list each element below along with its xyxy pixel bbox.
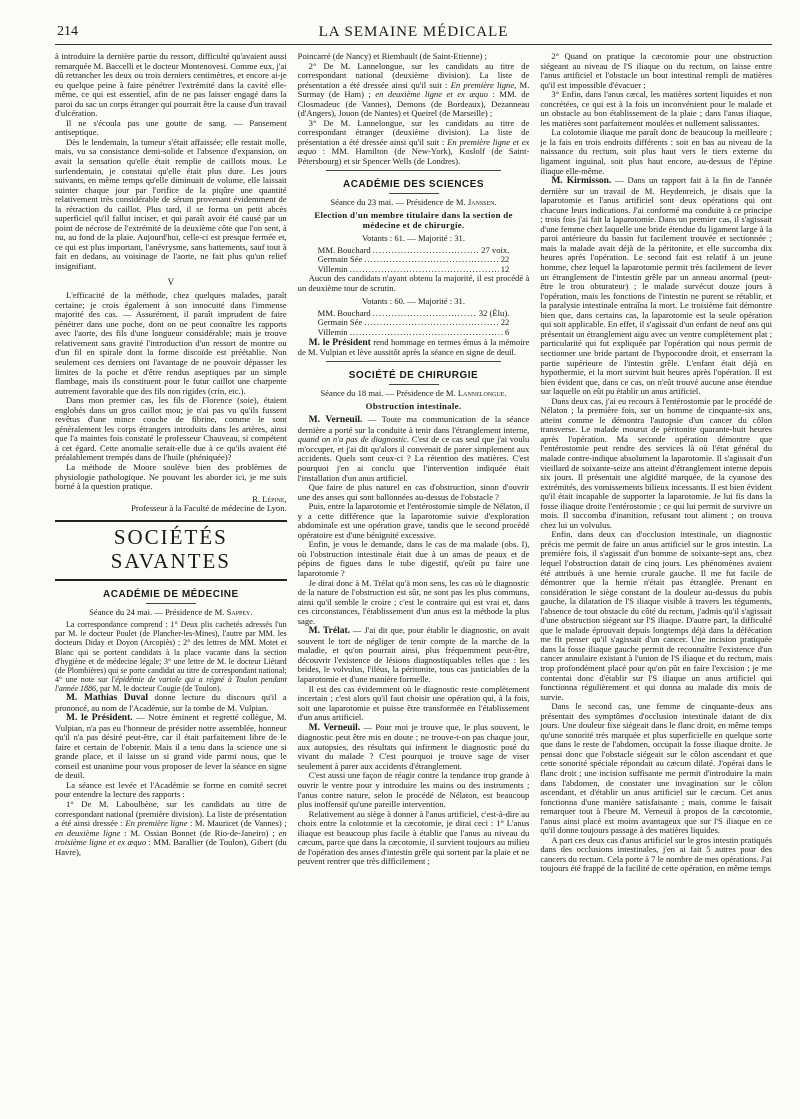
session-line — [298, 198, 530, 208]
text-run: La correspondance comprend : 1° Deux plis cachetés adressés l'un par M. le docteur Poulet (de Plancher-les-Mines), l'autre par MM. les docteurs Diday et Doyon (Arcopiès) ; 2° des lettres de MM. Motet et Blanc qui se portent candidats à la place vacante dans la section d'hygiène et de médecine légale; 3° une lettre de M. le docteur Liétard (de Plombières) qui se porte candidat au titre de correspondant national; 4° une note sur — [55, 620, 287, 684]
speaker-name: M. Verneuil. — [308, 722, 361, 733]
vote-summary: Votants : 60. — Majorité : 31. — [362, 296, 465, 307]
vote-count: 27 voix. — [481, 244, 510, 255]
divider — [326, 170, 502, 171]
italic-run: En première ligne et ex æquo — [297, 136, 530, 157]
journal-title: LA SEMAINE MÉDICALE — [318, 24, 509, 40]
divider — [389, 384, 439, 385]
divider — [146, 603, 196, 604]
paragraph: Dans le second cas, une femme de cinquante-deux ans présentait des symptômes d'occlusion intestinale datant de dix jours. Une douleur fixe siégeait dans le flanc droit, en même temps qu'une sonorité très marquée et plus superficielle en quelque sorte que dans le reste de l'abdomen, occupait la fosse iliaque droite. Je pensai donc que l'obstacle siégeait sur le côlon ascendant et que cette sonorité spéciale répondait au cæcum dilaté. J'opérai dans le flanc droit ; une incision suffisante me permit d'introduire la main dans l'abdomen, de constater une invagination sur le côlon ascendant, et d'établir un anus artificiel sur le cæcum. Cet anus fonctionna d'une manière satisfaisante ; mais, comme le faisait remarquer tout à l'heure M. Verneuil à propos de la cæcotomie, l'anus ainsi placé est moins avantageux que sur l'S iliaque en ce qu'il donne toujours passage à des matières liquides. — [540, 701, 773, 836]
column-2 — [298, 52, 530, 1113]
text-run: , par M. le docteur Cougie (de Toulon). — [96, 683, 222, 693]
candidate-name: MM. Bouchard ..... — [318, 309, 477, 319]
paragraph: Que faire de plus naturel en cas d'obstruction, sinon d'ouvrir une des anses qui sont ballonnées au-dessus de l'obstacle ? — [297, 482, 530, 502]
speaker-name: M. le Président — [308, 337, 371, 348]
section-numeral: V — [167, 276, 175, 287]
topic-heading: Obstruction intestinale. — [365, 401, 462, 412]
paragraph: 3° Enfin, dans l'anus cæcal, les matières sortent liquides et non concrétées, ce qui est à la fois un inconvénient pour le malade et un obstacle au bon établissement de la plaie ; dans l'anus iliaque, les matières sont parfaitement moulées et nullement salissantes. — [540, 89, 773, 128]
paragraph: La séance est levée et l'Académie se forme en comité secret pour entendre la lecture des rapports : — [55, 779, 287, 800]
text-run: : M. Ossian Bonnet (de Rio-de-Janeiro) ; — [120, 827, 279, 838]
vote-summary: Votants : 61. — Majorité : 31. — [362, 233, 465, 244]
session-text: Séance du 24 mai. — Présidence de M. — [89, 606, 227, 617]
president-name: Sappey — [226, 606, 251, 617]
paragraph: A part ces deux cas d'anus artificiel sur le gros intestin pratiqués dans des occlusions intestinales, j'en ai fait 5 autres pour des cancers du rectum. Cela porte à 7 le nombre de mes opérations. J'ai toujours été frappé de la facilité de cette opération, en même temps — [540, 834, 773, 874]
vote-row — [298, 265, 530, 275]
text-run: C'est de ce cas seul que j'ai voulu m'occuper, et j'ai dit qu'alors il convenait de parer simplement aux accidents. Quels sont ceux-ci ? La rétention des matières. C'est pourquoi j'en ai conclu que l'intervention indiquée était l'installation d'un anus artificiel. — [297, 434, 530, 483]
paragraph: La colotomie iliaque me paraît donc de beaucoup la meilleure ; je la fais en trois endroits différents : soit en bas au niveau de la naissance du rectum, soit plus haut vers le tiers externe du ligament inguinal, soit plus haut encore, au-dessus de l'épine iliaque elle-même. — [540, 127, 773, 176]
candidate-name: MM. Bouchard ..... — [318, 246, 480, 256]
paragraph: Dans deux cas, j'ai eu recours à l'entérostomie par le procédé de Nélaton ; la première fois, sur un homme de cinquante-six ans, atteint comme le démontra l'autopsie d'un cancer du côlon transverse. Le malade mourut de péritonite quarante-huit heures après l'opération. Ma seconde opération démontre que l'entérostomie peut rendre des services là où l'état général du malade contre-indique absolument la laparotomie. Il s'agissait d'un vieillard de soixante-seize ans atteint d'étranglement interne depuis six jours. Il présentait une algidité marquée, de la cyanose des extrémités, des vomissements bilieux incessants. Il est bien évident qu'il était incapable de supporter la laparotomie. Je lui fis dans la fosse iliaque droite l'entérostomie ; ce qui lui permit de survivre un mois. Il succomba d'inanition, refusant tout aliment ; on trouva chez lui un volvulus. — [540, 395, 773, 530]
paragraph: L'efficacité de la méthode, chez quelques malades, paraît certaine; je crois également à son innocuité dans l'immense majorité des cas. — Assurément, il paraît imprudent de faire pénétrer dans une poche, dont on ne peut connaître les rapports avec l'aorte, des fils d'une longueur considérable; mais je trouve relativement sans gravité l'introduction d'un ressort de montre ou d'un fil en spirale dont la forme discoïde est préétablie. Non seulement ces derniers ont l'avantage de ne pouvoir dépasser les limites de la poche et d'être rendus aseptiques par un simple flambage, mais ils constituent pour le futur caillot une charpente autrement favorable que des fils non rigides (crin, etc.). — [55, 290, 287, 396]
text-run: donne lecture du discours qu'il a prononcé, au nom de l'Académie, sur la tombe de M. Vulpian. — [55, 692, 287, 713]
article-columns — [55, 52, 772, 1113]
president-name: Lannelongue — [457, 387, 505, 398]
text-run: : MM. de Closmadeuc (de Vannes), Demons (de Bordeaux), Dezanneau (d'Angers), Jouon (de Nantes) et Queirel (de Marseille) ; — [297, 89, 530, 119]
session-text: Séance du 18 mai. — Présidence de M. — [320, 387, 458, 398]
society-heading: SOCIÉTÉ DE CHIRURGIE — [348, 369, 479, 381]
text-run: 2° De M. Lannelongue, sur les candidats au titre de correspondant national (deuxième division). La liste de présentation a été dressée ainsi qu'il suit : — [297, 60, 530, 90]
candidate-name: Germain Sée ..... — [318, 255, 499, 265]
vote-count: 22 — [500, 317, 510, 328]
page-number: 214 — [57, 24, 78, 39]
paragraph: Il est des cas évidemment où le diagnostic reste complètement incertain ; c'est alors qu'il faut choisir une opération qui, à la fois, soit une laparotomie et puisse être transformée en l'établissement d'un anus artificiel. — [297, 683, 530, 723]
paragraph: Je dirai donc à M. Trélat qu'à mon sens, les cas où le diagnostic de la nature de l'obstruction est sûr, ne sont pas les plus communs, ainsi qu'il semble le croire ; c'est le contraire qui est vrai et, dans ces circonstances, l'établissement d'un anus est la méthode la plus sage. — [297, 577, 530, 626]
paragraph — [298, 626, 530, 684]
text-run: rend hommage en termes émus à la mémoire de M. Vulpian et lève aussitôt après la séance en signe de deuil. — [297, 336, 530, 358]
paragraph: La méthode de Moore soulève bien des problèmes de physiologie pathologique. Ne pouvant les aborder ici, je me suis borné à la question pratique. — [55, 461, 287, 492]
paragraph — [55, 693, 287, 713]
paragraph — [298, 415, 530, 483]
president-name: Janssen — [467, 196, 495, 207]
paragraph — [298, 62, 530, 119]
society-heading: ACADÉMIE DES SCIENCES — [342, 178, 485, 190]
paragraph — [55, 620, 287, 693]
text-run: 3° De M. Lannelongue, sur les candidats au titre de correspondant étranger (deuxième division). La liste de présentation a été dressée ainsi qu'il suit : — [297, 117, 530, 147]
header-rule — [55, 44, 772, 45]
italic-run: En première ligne — [125, 818, 188, 829]
italic-run: quand on n'a pas de diagnostic. — [297, 434, 410, 445]
session-line — [55, 608, 287, 618]
paragraph: Dans mon premier cas, les fils de Florence (soie), étaient englobés dans un gros caillot mou; je n'ai pas vu qu'ils fussent revêtus d'une mince couche de fibrine, comme le sont généralement les corps étrangers introduits dans les artères, ainsi que l'a maintes fois constaté le professeur Chauveau, si compétent à cet égard. Cette anomalie serait-elle due à ce qu'ils avaient été préalablement trempés dans de l'huile (phéniquée)? — [55, 395, 287, 463]
column-3 — [540, 52, 772, 1113]
paragraph: C'est aussi une façon de réagir contre la tendance trop grande à ouvrir le ventre pour y introduire les mains ou des instruments ; l'anus contre nature, selon le procédé de Nélaton, est beaucoup plus inoffensif qu'une pareille intervention. — [297, 770, 530, 810]
paragraph: Relativement au siège à donner à l'anus artificiel, c'est-à-dire au choix entre la colotomie et la cæcotomie, je dirai ceci : 1° L'anus iliaque est beaucoup plus facile à établir que l'anus au niveau du cæcum, parce que dans la cæcotomie, il survient toujours au milieu de l'opération des anses d'intestin grêle qui sortent par la plaie et ne peuvent rentrer que très difficilement ; — [297, 808, 530, 867]
text-run: , M. Surmay (de Ham) ; — [297, 79, 530, 100]
paragraph: Enfin, je vous le demande, dans le cas de ma malade (obs. I), où l'obstruction intestinale était due à un amas de peaux et de pépins de figues dans le tube digestif, qu'eût pu faire une laparotomie ? — [297, 539, 530, 578]
paragraph: Il ne s'écoula pas une goutte de sang. — Pansement antiseptique. — [55, 117, 287, 138]
candidate-name: Villemin ..... — [318, 265, 499, 275]
section-title: SOCIÉTÉS SAVANTES — [110, 524, 231, 573]
vote-row — [298, 255, 530, 265]
section-rule — [55, 520, 287, 522]
vote-count: 22 — [500, 254, 510, 265]
column-1 — [55, 52, 287, 1113]
session-text: . — [504, 387, 507, 398]
paragraph — [298, 723, 530, 772]
text-run: : MM. Barallier (de Toulon), Gibert (du Havre), — [55, 837, 287, 857]
text-run: — Dans un rapport fait à la fin de l'année dernière sur un travail de M. Heydenreich, je disais que la laparotomie et l'anus artificiel sont deux opérations qui ont chacune leurs indications. J'ai conformé ma conduite à ce principe ; trois fois j'ai fait la laparotomie. Dans un premier cas, il s'agissait d'une femme chez laquelle une bride étendue du ligament large à la paroi antérieure du bassin fut facilement trouvée et sectionnée ; mais la malade avait déjà de la péritonite, et elle succomba dix heures après l'opération. Le second fait est relatif à un jeune homme, chez lequel la laparotomie permit très facilement de lever un étranglement de l'intestin grêle par un anneau anormal (peut-être le trou obturateur) ; le malade survécut douze jours à l'opération, mais les fonctions de l'intestin ne purent se rétablir, et la paralysie intestinale entraîna la mort. Le troisième fait démontre bien que, dans certains cas, la laparotomie est la seule opération qui soit applicable. En effet, il s'agissait d'un enfant de neuf ans qui présentait un étranglement aigu avec un ventre complètement plat ; particularité qui fut expliquée par l'opération qui nous permit de sectionner une bride partant de l'hypocondre droit, et enserrant la partie supérieure de l'intestin grêle. L'enfant était déjà en hypothermie, et la mort survint huit heures après l'opération. Il est bien évident que, dans ce cas, on n'eût trouvé aucune anse étendue sur laquelle on eût pu établir un anus artificiel. — [540, 175, 773, 397]
vote-count: 12 — [500, 263, 510, 274]
session-text: Séance du 23 mai. — Présidence de M. — [330, 196, 468, 207]
author-signature: R. Lépine, — [252, 493, 287, 504]
vote-row — [298, 328, 530, 338]
text-run: — Pour moi je trouve que, le plus souvent, le diagnostic peut être mis en doute ; ne trouve-t-on pas chaque jour, aux autopsies, des résultats qui infirment le diagnostic posé du vivant du malade ? C'est pourquoi je trouve sage de viser seulement à parer aux accidents d'étranglement. — [297, 721, 530, 771]
paragraph: à introduire la dernière partie du ressort, difficulté qu'avaient aussi remarquée M. Baccelli et le docteur Montenovesi. Comme eux, j'ai dû retrancher les deux ou trois derniers centimètres, et encore ai-je eu quelque peine à faire pénétrer l'extrémité dans la cavité elle-même, ce qui est essentiel, afin de ne pas laisser engagé dans la paroi du sac un corps étranger qui pourrait être la cause d'un travail d'ulcération. — [55, 52, 287, 119]
paragraph — [298, 119, 530, 167]
italic-run: En première ligne — [450, 79, 515, 90]
italic-run: en deuxième ligne — [55, 827, 121, 838]
speaker-name: M. Trélat. — [308, 626, 350, 637]
section-rule — [55, 579, 287, 581]
paragraph — [55, 713, 287, 781]
election-heading: Election d'un membre titulaire dans la section de médecine et de chirurgie. — [314, 210, 513, 231]
speaker-name: M. Verneuil. — [308, 415, 363, 426]
text-run: — J'ai dit que, pour établir le diagnostic, on avait souvent le tort de négliger de tenir compte de la marche de la maladie, et qu'on pourrait ainsi, plus fréquemment peut-être, découvrir l'existence de lésions diagnostiquables telles que : les brides, le volvulus, l'iléus, la péritonite, tous cas justiciables de la laparotomie et d'une manière formelle. — [297, 625, 530, 684]
text-run: 1° De M. Laboulbène, sur les candidats au titre de correspondant national (première division). La liste de présentation a été ainsi dressée : — [55, 799, 287, 829]
paragraph — [55, 800, 287, 857]
text-run: : MM. Hamilton (de New-York), Koslolf (de Saint-Pétersbourg) et sir Spencer Wells (de Londres). — [297, 146, 530, 167]
italic-run: l'épidémie de variole qui a régné à Toulon pendant l'année 1886 — [55, 674, 287, 693]
vote-count: 6 — [505, 327, 510, 338]
speaker-name: M. Kirmisson. — [551, 176, 612, 187]
divider — [326, 361, 502, 362]
session-text: . — [250, 606, 253, 617]
divider — [389, 193, 439, 194]
paragraph: Poincarré (de Nancy) et Riembault (de Saint-Etienne) ; — [297, 52, 487, 61]
vote-table — [298, 246, 530, 275]
paragraph: 2° Quand on pratique la cæcotomie pour une obstruction siégeant au niveau de l'S iliaque ou du rectum, on laisse entre l'anus artificiel et l'obstacle un bout intestinal rempli de matières qu'il est impossible d'évacuer ; — [540, 52, 773, 90]
text-run: : M. Mauricet (de Vannes) ; — [187, 818, 287, 829]
session-text: . — [494, 196, 497, 207]
vote-row — [298, 309, 530, 319]
speaker-name: M. Mathias Duval — [66, 693, 149, 703]
text-run: — Toute ma communication de la séance dernière a porté sur la conduite à tenir dans l'étranglement interne, — [297, 414, 530, 435]
vote-table — [298, 309, 530, 338]
paragraph: Aucun des candidats n'ayant obtenu la majorité, il est procédé à un deuxième tour de scrutin. — [297, 273, 530, 293]
paragraph: Puis, entre la laparotomie et l'entérostomie simple de Nélaton, il y a cette différence que la laparotomie suivie d'exploration abdominale est une opération grave, tandis que le second procédé opératoire est d'une bénignité excessive. — [297, 501, 530, 540]
paragraph: Dès le lendemain, la tumeur s'était affaissée; elle restait molle, mais, vu sa consistance demi-solide et l'absence d'expansion, on avait la sensation qu'elle était remplie de caillots mous. Le surlendemain, je constatai qu'elle était plus dure. Les jours suivants, en même temps qu'elle diminuait de volume, elle laissait suinter chaque jour par l'orifice de la piqûre une quantité relativement très considérable de sérum provenant évidemment de la rétraction du caillot. Plus tard, il se forma un petit abcès superficiel qu'il fallut inciser, et qui paraît avoir été causé par un point de nécrose de l'extrémité de la deuxième côte que l'on sent, à nu, au fond de la plaie. Aujourd'hui, celle-ci est presque fermée et, ce qui est plus important, l'anévrysme, sans battements, sauf tout à fait en dedans, au voisinage de l'aorte, ne fait plus qu'un relief insignifiant. — [55, 136, 287, 272]
italic-run: en troisième ligne et ex æquo — [55, 827, 287, 848]
paragraph — [540, 176, 772, 397]
running-header — [55, 24, 772, 44]
text-run: — Notre éminent et regretté collègue, M. Vulpian, n'a pas eu l'honneur de présider notre assemblée, honneur qu'il n'a pas désiré peut-être, car il était parfaitement libre de le faire et certain de l'obtenir. Mais il a tenu dans la science une si grande place, et il laisse un si grand vide parmi nous, que le conseil est unanime pour vous proposer de lever la séance en signe de deuil. — [55, 712, 287, 781]
session-line — [298, 389, 530, 399]
vote-row — [298, 318, 530, 328]
italic-run: en deuxième ligne et ex æquo — [375, 89, 488, 100]
candidate-name: Germain Sée ..... — [318, 318, 499, 328]
author-title: Professeur à la Faculté de médecine de Lyon. — [131, 503, 287, 514]
vote-row — [298, 246, 530, 256]
vote-count: 32 (Élu). — [478, 307, 510, 318]
candidate-name: Villemin ..... — [318, 328, 503, 338]
society-heading: ACADÉMIE DE MÉDECINE — [103, 588, 239, 600]
speaker-name: M. le Président. — [66, 713, 133, 724]
paragraph: Enfin, dans deux cas d'occlusion intestinale, un diagnostic précis me permit de faire un anus artificiel sur le gros intestin. La première fois, il s'agissait d'un homme de soixante-sept ans, chez lequel l'obstruction datait de cinq jours. Les phénomènes avaient été attribués à une hernie crurale gauche. Il me fut facile de démontrer que la hernie n'était pas étranglée. Prenant en considération le siège constant de la douleur au-dessus du pubis gauche, la dilatation de l'S iliaque visible à travers les téguments, l'absence de tout obstacle du côté du rectum, j'admis qu'il s'agissait d'une obstruction siégeant sur l'S iliaque. D'autre part, la difficulté que le malade éprouvait depuis longtemps déjà dans la défécation me fit penser qu'il s'agissait d'un cancer. Une incision pratiquée dans la fosse iliaque gauche permit de reconnaître l'existence d'un cancer annulaire existant à l'union de l'S iliaque et du rectum, mais trop profondément placé pour qu'on pût en faire l'excision ; je me contentai donc d'établir sur l'S iliaque un anus artificiel qui fonctionna régulièrement et qui donna au malade dix mois de survie. — [540, 529, 773, 702]
paragraph — [298, 338, 530, 358]
